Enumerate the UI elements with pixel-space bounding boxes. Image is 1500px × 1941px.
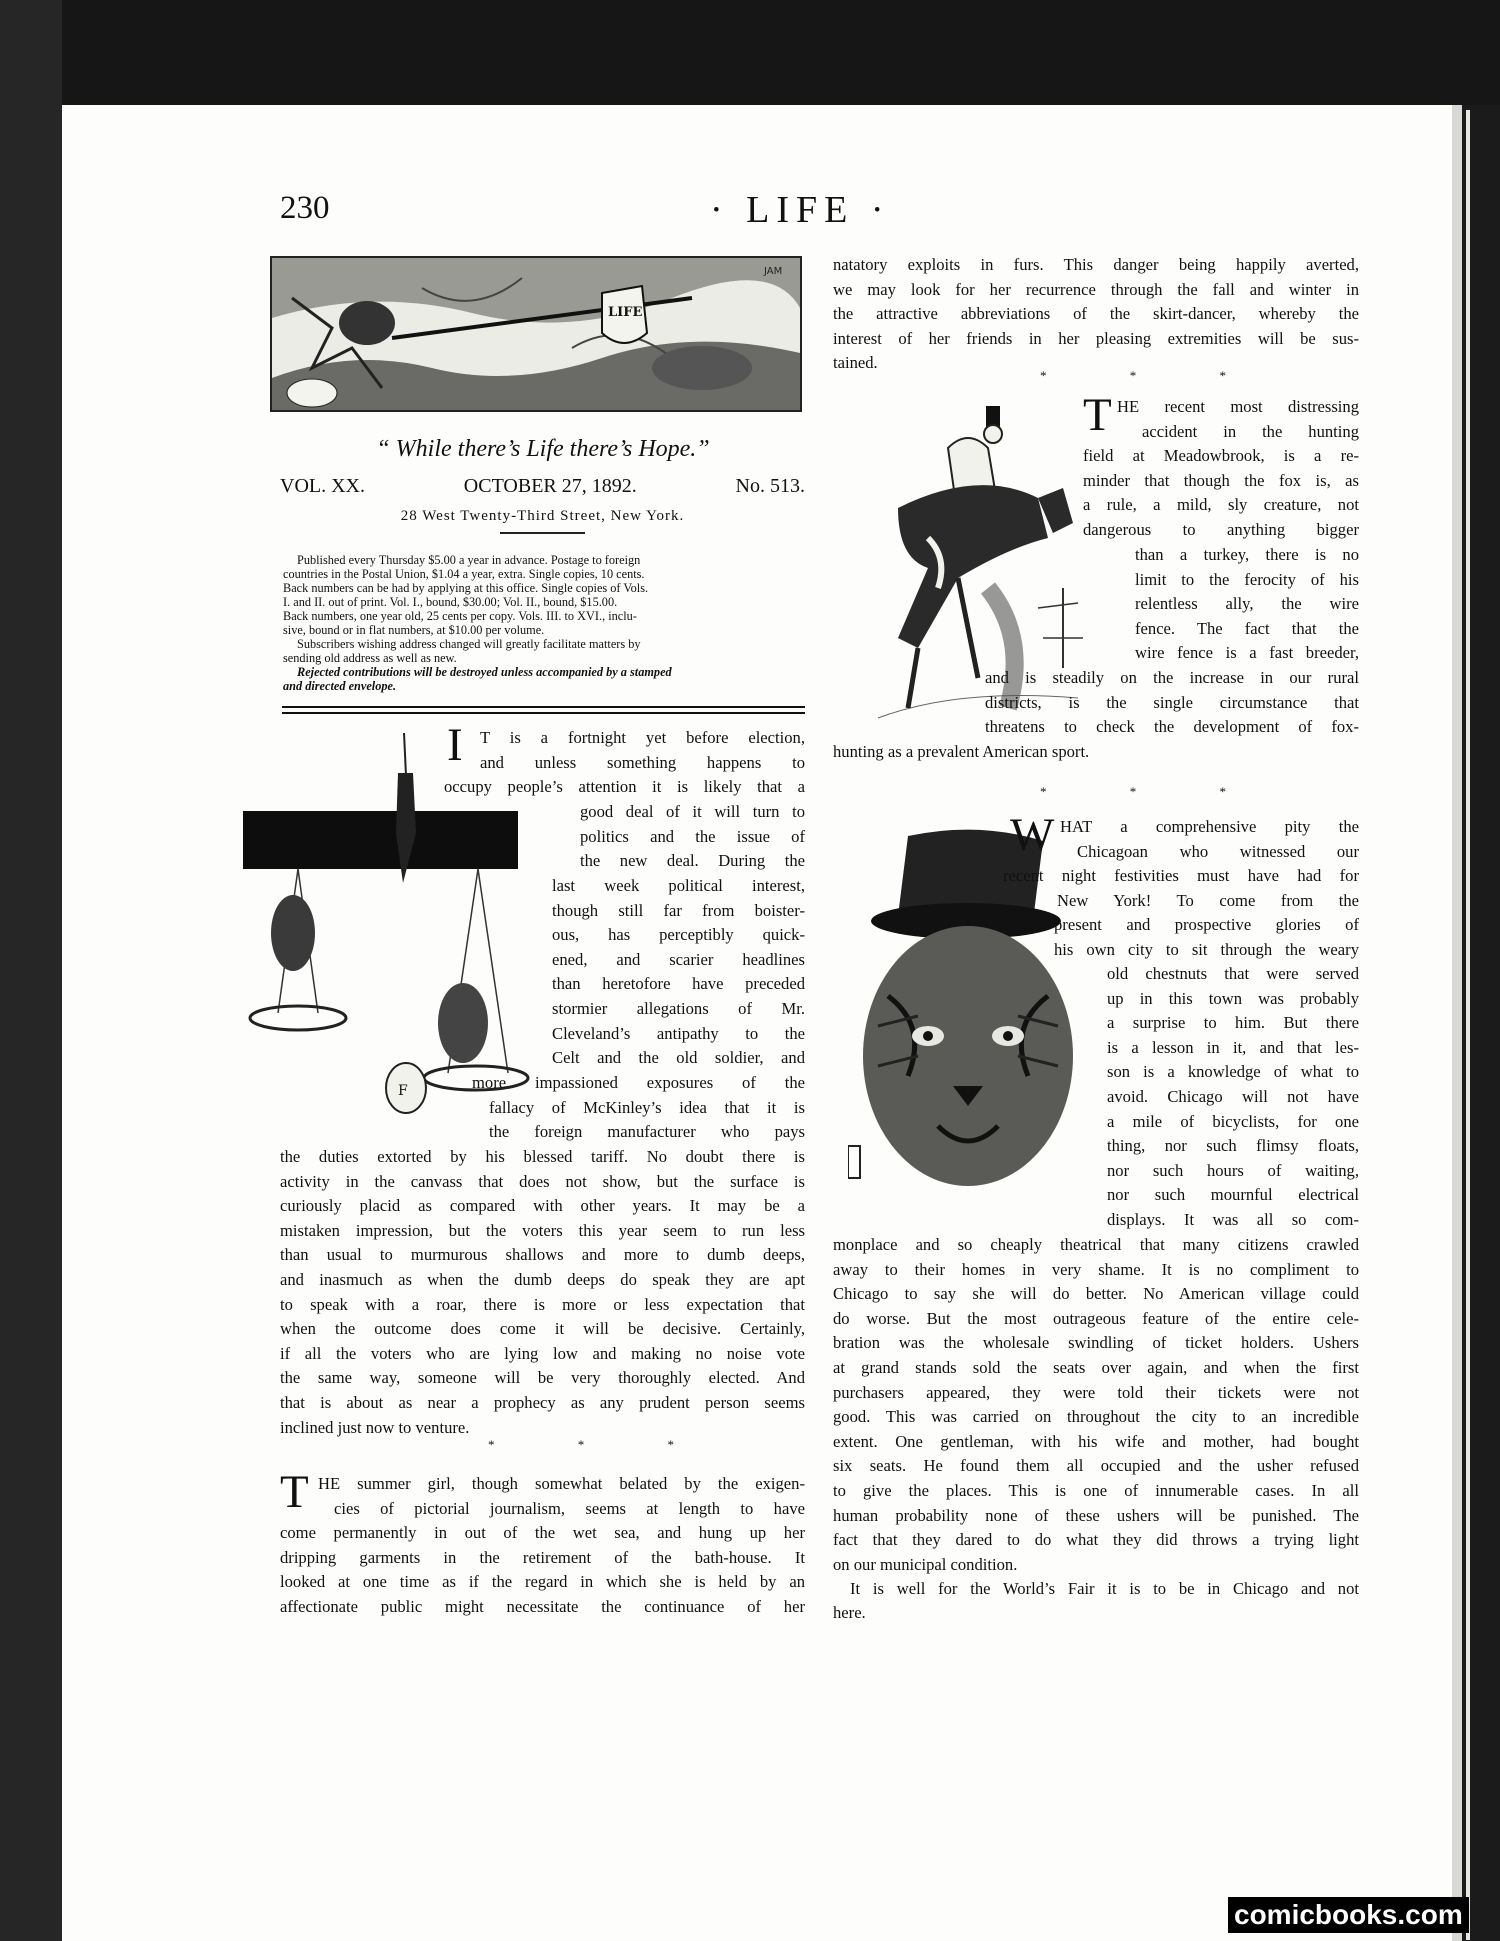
article4-line: away to their homes in very shame. It is no compliment to bbox=[833, 1259, 1359, 1279]
article3-line: limit to the ferocity of his bbox=[1135, 569, 1359, 589]
dropcap-i: I bbox=[447, 719, 463, 771]
article1-line: and unless something happens to bbox=[480, 752, 805, 772]
notice-line: countries in the Postal Union, $1.04 a year, extra. Single copies, 10 cents. bbox=[283, 567, 645, 581]
article1-line: ened, and scarier headlines bbox=[552, 949, 805, 969]
article4-line: avoid. Chicago will not have bbox=[1107, 1086, 1359, 1106]
article4-line: monplace and so cheaply theatrical that many citizens crawled bbox=[833, 1235, 1359, 1254]
article4-line: six seats. He found them all occupied and the usher refused bbox=[833, 1456, 1359, 1476]
article1-line: than heretofore have preceded bbox=[552, 974, 805, 994]
article3-line: fence. The fact that the bbox=[1135, 618, 1359, 638]
article4-line: a mile of bicyclists, for one bbox=[1107, 1111, 1359, 1131]
section-separator: * * * bbox=[488, 1437, 714, 1452]
article4-line: good. This was carried on throughout the city to an incredible bbox=[833, 1407, 1359, 1427]
egg-label: F bbox=[398, 1083, 408, 1099]
article3-line: minder that though the fox is, as bbox=[1083, 470, 1359, 490]
article1-line: and inasmuch as when the dumb deeps do speak they are apt bbox=[280, 1269, 805, 1289]
article1-line: the duties extorted by his blessed tariff. No doubt there is bbox=[280, 1147, 805, 1166]
article4-line: human probability none of these ushers will be punished. The bbox=[833, 1505, 1359, 1525]
article1-line: when the outcome does come it will be decisive. Certainly, bbox=[280, 1319, 805, 1339]
article4-line: present and prospective glories of bbox=[1054, 915, 1359, 934]
publisher-address: 28 West Twenty-Third Street, New York. bbox=[400, 508, 685, 524]
article3-line: field at Meadowbrook, is a re- bbox=[1083, 446, 1359, 465]
article2-line: looked at one time as if the regard in which she is held by an bbox=[280, 1572, 805, 1592]
article4-line: on our municipal condition. bbox=[833, 1554, 1018, 1574]
article1-line: occupy people’s attention it is likely that a bbox=[444, 777, 805, 796]
article1-line: last week political interest, bbox=[552, 876, 805, 895]
article3-line: than a turkey, there is no bbox=[1135, 545, 1359, 564]
article3-line: hunting as a prevalent American sport. bbox=[833, 742, 1090, 761]
scan-border-left bbox=[0, 0, 62, 1941]
article1-line: more impassioned exposures of the bbox=[472, 1073, 805, 1092]
article4-line: bration was the wholesale swindling of ticket holders. Ushers bbox=[833, 1333, 1359, 1353]
article1-line: the foreign manufacturer who pays bbox=[489, 1122, 805, 1142]
article4-block-b bbox=[1107, 962, 1359, 1233]
notice-line: I. and II. out of print. Vol. I., bound, $30.00; Vol. II., bound, $15.00. bbox=[283, 595, 618, 609]
article3-first-block bbox=[1117, 395, 1359, 444]
article4-line: nor such mournful electrical bbox=[1107, 1185, 1359, 1205]
rejected-note-line: and directed envelope. bbox=[283, 679, 397, 693]
article4-closing-line: here. bbox=[833, 1603, 866, 1622]
article4-line: do worse. But the most outrageous feature of the entire cele- bbox=[833, 1308, 1359, 1328]
article4-line: Chicago to say she will do better. No American village could bbox=[833, 1284, 1359, 1304]
article1-line: the new deal. During the bbox=[580, 851, 805, 871]
article1-line: though still far from boister- bbox=[552, 900, 805, 920]
page-gutter bbox=[1452, 105, 1462, 1941]
article4-line: thing, nor such flimsy floats, bbox=[1107, 1136, 1359, 1156]
notice-line: Back numbers, one year old, 25 cents per copy. Vols. III. to XVI., inclu- bbox=[283, 609, 637, 623]
article2-line: we may look for her recurrence through the fall and winter in bbox=[833, 279, 1359, 299]
article1-line: ous, has perceptibly quick- bbox=[552, 925, 805, 945]
scan-border-top bbox=[0, 0, 1500, 105]
article2-line: tained. bbox=[833, 353, 878, 373]
article2-line: natatory exploits in furs. This danger being happily averted, bbox=[833, 255, 1359, 274]
article3-narrow-block bbox=[1083, 444, 1359, 542]
article4-line: son is a knowledge of what to bbox=[1107, 1062, 1359, 1082]
article4-line: a surprise to him. But there bbox=[1107, 1013, 1359, 1033]
article1-line: stormier allegations of Mr. bbox=[552, 998, 805, 1018]
notice-line: Back numbers can be had by applying at this office. Single copies of Vols. bbox=[283, 581, 649, 595]
rejected-note-line: Rejected contributions will be destroyed unless accompanied by a stamped bbox=[297, 665, 672, 679]
article4-line: his own city to sit through the weary bbox=[1054, 939, 1359, 959]
article1-line: inclined just now to venture. bbox=[280, 1417, 470, 1437]
article4-line: New York! To come from the bbox=[1057, 891, 1359, 910]
article1-line: if all the voters who are lying low and making no noise vote bbox=[280, 1343, 805, 1363]
article1-narrow-block bbox=[580, 800, 805, 874]
issue-number: No. 513. bbox=[735, 475, 805, 497]
article1-line: Cleveland’s antipathy to the bbox=[552, 1023, 805, 1043]
section-separator: * * * bbox=[1040, 368, 1266, 383]
article4-closing-block bbox=[850, 1577, 1359, 1602]
article3-line: districts, is the single circumstance that bbox=[985, 692, 1359, 712]
article4-line: recent night festivities must have had for bbox=[1003, 866, 1359, 885]
masthead-shield-label: LIFE bbox=[608, 305, 643, 320]
article3-line: HE recent most distressing bbox=[1117, 397, 1359, 416]
article1-top-block bbox=[480, 726, 805, 775]
article2-line: HE summer girl, though somewhat belated by the exigen- bbox=[318, 1474, 805, 1493]
article1-line: to speak with a roar, there is more or less expectation that bbox=[280, 1294, 805, 1314]
article3-mid-block bbox=[985, 666, 1359, 740]
article2-line: come permanently in out of the wet sea, and hung up her bbox=[280, 1523, 805, 1542]
article4-line: purchasers appeared, they were told their tickets were not bbox=[833, 1382, 1359, 1402]
article4-line: extent. One gentleman, with his wife and mother, had bought bbox=[833, 1431, 1359, 1451]
dropcap-t: T bbox=[1083, 389, 1112, 441]
article4-line: Chicagoan who witnessed our bbox=[1077, 841, 1359, 861]
article4-line: fact that they dared to do what they did throws a trying light bbox=[833, 1530, 1359, 1550]
article4-full-block bbox=[833, 1233, 1359, 1577]
section-separator: * * * bbox=[1040, 784, 1266, 799]
article4-line: up in this town was probably bbox=[1107, 988, 1359, 1008]
article4-line: HAT a comprehensive pity the bbox=[1060, 817, 1359, 836]
article1-line: mistaken impression, but the voters this year seem to run less bbox=[280, 1220, 805, 1240]
article2-first-block bbox=[318, 1472, 805, 1521]
article4-block-a3 bbox=[1054, 913, 1359, 962]
dropcap-w: W bbox=[1010, 809, 1055, 861]
article4-line: nor such hours of waiting, bbox=[1107, 1160, 1359, 1180]
volume-number: VOL. XX. bbox=[280, 475, 365, 497]
issue-date: OCTOBER 27, 1892. bbox=[463, 475, 637, 497]
article1-mid-block bbox=[472, 1071, 805, 1145]
notice-line: sive, bound or in flat numbers, at $10.00 per volume. bbox=[283, 623, 545, 637]
subscribers-note-line: sending old address as well as new. bbox=[283, 651, 457, 665]
article1-line: politics and the issue of bbox=[580, 826, 805, 846]
article2-line: affectionate public might necessitate the continuance of her bbox=[280, 1596, 805, 1616]
next-page-edge bbox=[1466, 110, 1470, 1940]
article4-line: displays. It was all so com- bbox=[1107, 1209, 1359, 1229]
article1-line: fallacy of McKinley’s idea that it is bbox=[489, 1097, 805, 1117]
masthead-illustration bbox=[270, 256, 802, 412]
article1-line: Celt and the old soldier, and bbox=[552, 1048, 805, 1068]
site-watermark: comicbooks.com bbox=[1228, 1897, 1469, 1933]
article3-line: dangerous to anything bigger bbox=[1083, 519, 1359, 539]
article2-line: interest of her friends in her pleasing extremities will be sus- bbox=[833, 328, 1359, 348]
article1-line: than usual to murmurous shallows and more to dumb deeps, bbox=[280, 1245, 805, 1265]
magazine-title: · LIFE · bbox=[710, 189, 891, 231]
article4-block-a bbox=[1003, 864, 1359, 889]
subscribers-note-line: Subscribers wishing address changed will greatly facilitate matters by bbox=[297, 637, 641, 651]
article4-line: at grand stands sold the seats over again, and when the first bbox=[833, 1357, 1359, 1377]
article1-full-block bbox=[280, 1145, 805, 1440]
article1-line: the same way, someone will be very thoroughly elected. And bbox=[280, 1368, 805, 1388]
double-rule-bottom bbox=[282, 712, 805, 714]
article3-line: accident in the hunting bbox=[1142, 421, 1359, 441]
page-number: 230 bbox=[280, 190, 330, 226]
article2-line: the attractive abbreviations of the skirt-dancer, whereby the bbox=[833, 304, 1359, 324]
article2-line: cies of pictorial journalism, seems at length to have bbox=[334, 1498, 805, 1518]
article4-closing-line: It is well for the World’s Fair it is to be in Chicago and not bbox=[850, 1579, 1359, 1598]
article1-line: activity in the canvass that does not show, but the surface is bbox=[280, 1171, 805, 1191]
masthead-motto: “ While there’s Life there’s Hope.” bbox=[376, 436, 710, 462]
article4-line: is a lesson in it, and that les- bbox=[1107, 1037, 1359, 1057]
article4-line: old chestnuts that were served bbox=[1107, 964, 1359, 983]
article2-line: dripping garments in the retirement of the bath-house. It bbox=[280, 1547, 805, 1567]
masthead-signature: JAM bbox=[764, 266, 783, 277]
article1-line: that is about as near a prophecy as any prudent person seems bbox=[280, 1392, 805, 1412]
article1-line: curiously placid as compared with other years. It may be a bbox=[280, 1196, 805, 1216]
article1-line: good deal of it will turn to bbox=[580, 802, 805, 821]
article4-closing-block-2 bbox=[833, 1601, 1359, 1626]
article1-line-wide bbox=[444, 775, 805, 800]
article3-full-block bbox=[833, 740, 1359, 765]
article3-line: wire fence is a fast breeder, bbox=[1135, 643, 1359, 663]
address-underline bbox=[500, 532, 585, 534]
article4-line: to give the places. This is one of innumerable cases. In all bbox=[833, 1480, 1359, 1500]
issue-line bbox=[280, 475, 805, 498]
article3-line: and is steadily on the increase in our rural bbox=[985, 668, 1359, 687]
article2-continued-block bbox=[833, 253, 1359, 376]
article3-line: threatens to check the development of fox- bbox=[985, 717, 1359, 737]
article3-line: a rule, a mild, sly creature, not bbox=[1083, 495, 1359, 515]
article1-narrow-block-2 bbox=[552, 874, 805, 1071]
article3-line: relentless ally, the wire bbox=[1135, 594, 1359, 614]
article4-first-block bbox=[1060, 815, 1359, 864]
double-rule-top bbox=[282, 706, 805, 708]
article2-full-block bbox=[280, 1521, 805, 1619]
article1-line: T is a fortnight yet before election, bbox=[480, 728, 805, 747]
dropcap-t: T bbox=[280, 1466, 309, 1518]
article3-narrower-block bbox=[1135, 543, 1359, 666]
article4-block-a2 bbox=[1057, 889, 1359, 914]
notice-line: Published every Thursday $5.00 a year in advance. Postage to foreign bbox=[297, 553, 641, 567]
